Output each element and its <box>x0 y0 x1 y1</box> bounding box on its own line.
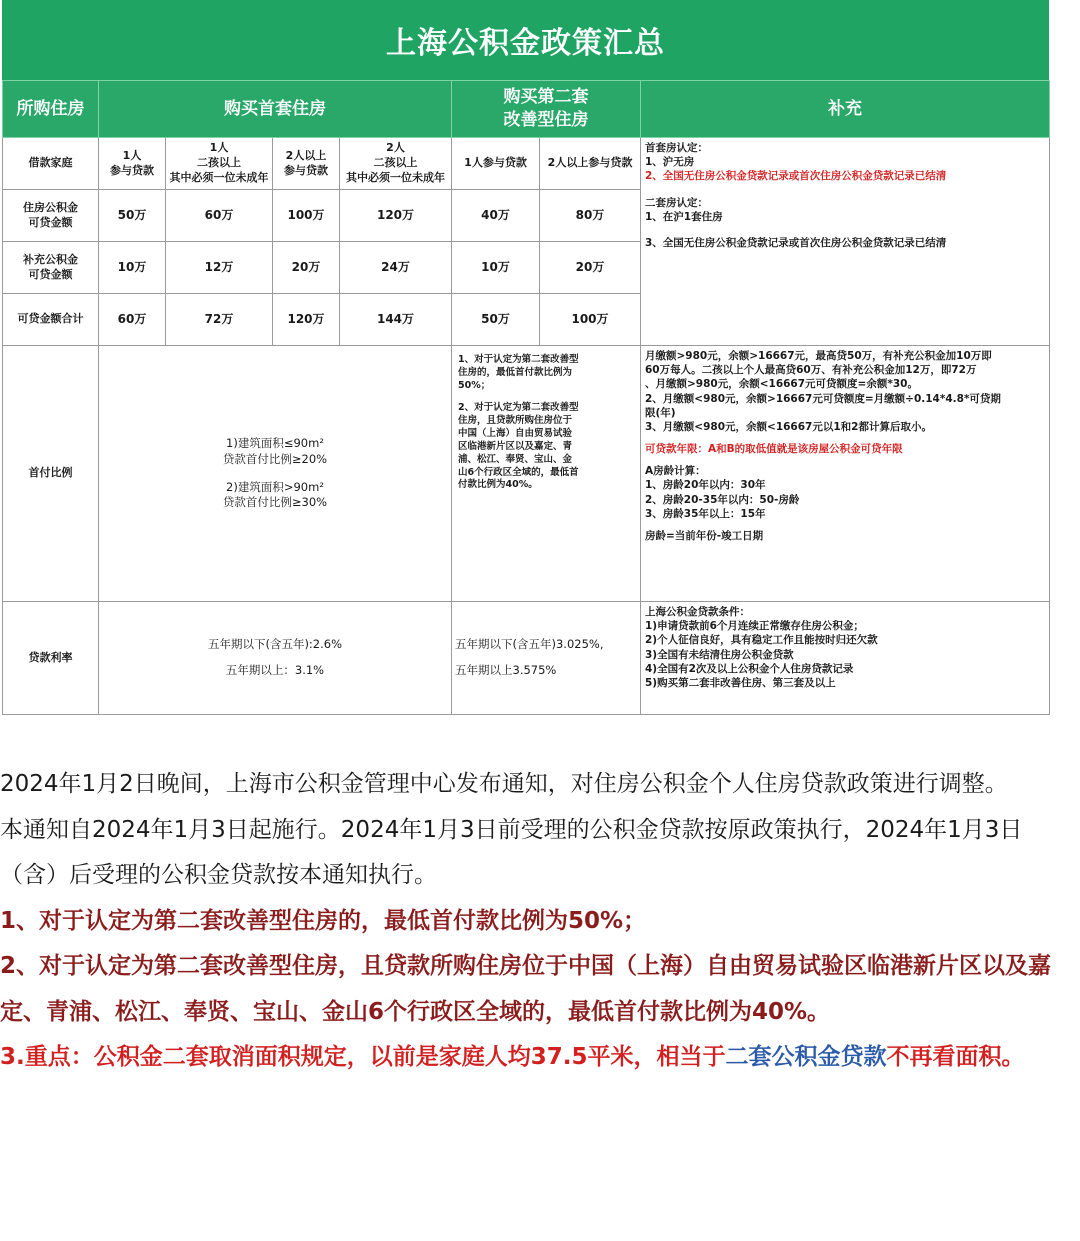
table-title: 上海公积金政策汇总 <box>2 0 1049 80</box>
supp-value: 10万 <box>99 242 166 294</box>
paragraph-rule-2: 2、对于认定为第二套改善型住房，且贷款所购住房位于中国（上海）自由贸易试验区临港新片区以及嘉定、青浦、松江、奉贤、宝山、金山6个行政区全域的，最低首付款比例为40%。 <box>0 953 1052 1025</box>
hpf-value: 80万 <box>540 190 641 242</box>
total-value: 60万 <box>99 294 166 346</box>
article-body <box>0 762 1052 1081</box>
policy-table <box>2 80 1050 715</box>
supp-value: 24万 <box>340 242 452 294</box>
supp-value: 20万 <box>540 242 641 294</box>
supplement-cell-conditions: 上海公积金贷款条件： 1)申请贷款前6个月连续正常缴存住房公积金； 2)个人征信良好，具有稳定工作且能按时归还欠款 3)全国有未结清住房公积金贷款 4)全国有2次及以上公积金个人住房贷款记录 5)购买第二套非改善住房、第三套及以上 <box>641 602 1050 715</box>
paragraph-announcement: 2024年1月2日晚间，上海市公积金管理中心发布通知，对住房公积金个人住房贷款政策进行调整。 <box>0 771 1008 797</box>
supp-value: 10万 <box>452 242 540 294</box>
hpf-value: 50万 <box>99 190 166 242</box>
key-point-tail: 不再看面积。 <box>886 1044 1025 1070</box>
total-value: 120万 <box>273 294 340 346</box>
header-first-home: 购买首套住房 <box>99 81 452 138</box>
row-label-hpf: 住房公积金 可贷金额 <box>3 190 99 242</box>
row-label-rate: 贷款利率 <box>3 602 99 715</box>
row-label-family: 借款家庭 <box>3 138 99 190</box>
supp-value: 20万 <box>273 242 340 294</box>
down-second-home: 1、对于认定为第二套改善型 住房的，最低首付款比例为 50%； 2、对于认定为第二套改善型 住房，且贷款所购住房位于 中国（上海）自由贸易试验 区临港新片区以及嘉定、青 浦、松江、奉贤、宝山、金 山6个行政区全域的，最低首 付款比例为40%。 <box>452 346 641 602</box>
header-supplement: 补充 <box>641 81 1050 138</box>
total-value: 50万 <box>452 294 540 346</box>
row-label-down: 首付比例 <box>3 346 99 602</box>
hpf-value: 60万 <box>166 190 273 242</box>
supp-value: 12万 <box>166 242 273 294</box>
header-house: 所购住房 <box>3 81 99 138</box>
key-point-text: 3.重点：公积金二套取消面积规定，以前是家庭人均37.5平米，相当于 <box>0 1044 726 1070</box>
hpf-value: 120万 <box>340 190 452 242</box>
policy-table-image <box>2 0 1049 714</box>
supplement-cell-loan-amount: 月缴额>980元，余额>16667元，最高贷50万，有补充公积金加10万即 60万每人。二孩以上个人最高贷60万、有补充公积金加12万，即72万 、月缴额>980元，余额<16667元可贷额度=余额*30。 2、月缴额<980元，余额>16667元可贷额度=月缴额÷0.14*4.8*可贷期 限(年) 3、月缴额<980元，余额<16667元以1和2都计算后取小。 可贷款年限：A和B的取低值就是该房屋公积金可贷年限 A房龄计算： 1、房龄20年以内：30年 2、房龄20-35年以内：50-房龄 3、房龄35年以上：15年 房龄=当前年份-竣工日期 <box>641 346 1050 602</box>
down-first-home: 1)建筑面积≤90m² 贷款首付比例≥20% 2)建筑面积>90m² 贷款首付比例≥30% <box>99 346 452 602</box>
row-label-total: 可贷金额合计 <box>3 294 99 346</box>
second-home-loan-link[interactable]: 二套公积金贷款 <box>725 1044 887 1070</box>
family-col-3: 2人以上 参与贷款 <box>273 138 340 190</box>
total-value: 72万 <box>166 294 273 346</box>
supplement-cell-top: 首套房认定： 1、沪无房 2、全国无住房公积金贷款记录或首次住房公积金贷款记录已结清 二套房认定： 1、在沪1套住房 3、全国无住房公积金贷款记录或首次住房公积金贷款记录已结清 <box>641 138 1050 346</box>
paragraph-rule-1: 1、对于认定为第二套改善型住房的，最低首付款比例为50%； <box>0 907 647 934</box>
header-second-home: 购买第二套 改善型住房 <box>452 81 641 138</box>
hpf-value: 100万 <box>273 190 340 242</box>
family-col-6: 2人以上参与贷款 <box>540 138 641 190</box>
family-col-4: 2人 二孩以上 其中必须一位未成年 <box>340 138 452 190</box>
rate-second-home: 五年期以下(含五年)3.025%, 五年期以上3.575% <box>452 602 641 715</box>
rate-first-home: 五年期以下(含五年):2.6% 五年期以上：3.1% <box>99 602 452 715</box>
total-value: 144万 <box>340 294 452 346</box>
paragraph-effective-date: 本通知自2024年1月3日起施行。2024年1月3日前受理的公积金贷款按原政策执行，2024年1月3日（含）后受理的公积金贷款按本通知执行。 <box>0 816 1023 888</box>
total-value: 100万 <box>540 294 641 346</box>
row-label-supp: 补充公积金 可贷金额 <box>3 242 99 294</box>
family-col-1: 1人 参与贷款 <box>99 138 166 190</box>
hpf-value: 40万 <box>452 190 540 242</box>
family-col-2: 1人 二孩以上 其中必须一位未成年 <box>166 138 273 190</box>
family-col-5: 1人参与贷款 <box>452 138 540 190</box>
paragraph-key-point <box>0 1035 1052 1081</box>
